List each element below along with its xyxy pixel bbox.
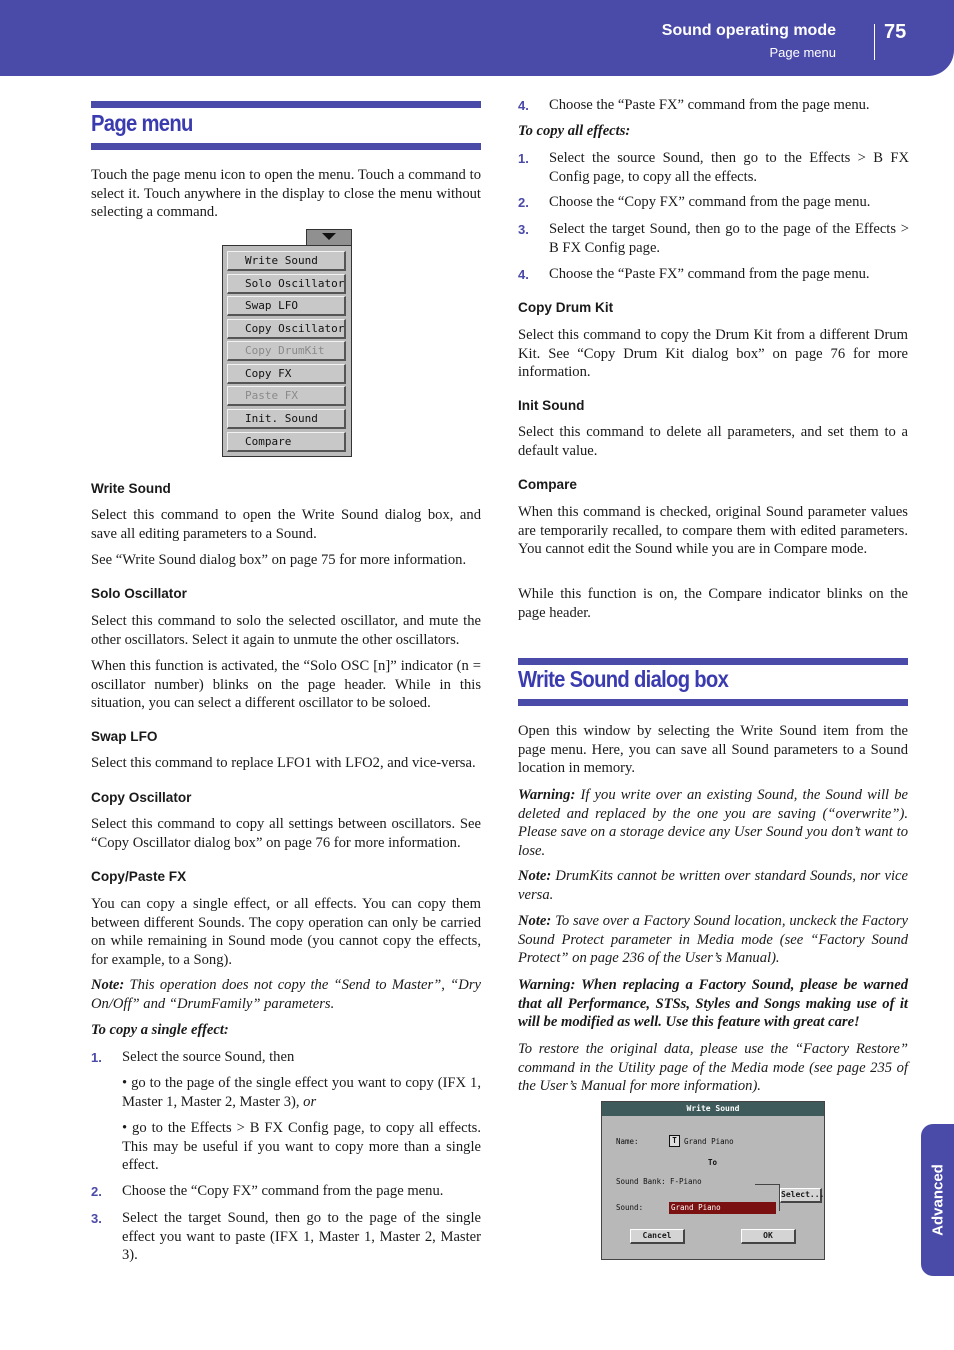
dialog-to-label: To [708,1158,718,1167]
write-sound-ref: See “Write Sound dialog box” on page 75 for more information. [91,552,467,568]
menu-item-solo-oscillator[interactable]: Solo Oscillator [227,274,346,294]
heading-compare: Compare [518,477,577,492]
note-2-text: To save over a Factory Sound location, unckeck the Factory Sound Protect parameter in Media mode (see “Factory Sound Protect” on page 236 of the User’s Manual). [518,913,908,967]
warning-1 [518,786,908,860]
page-header [0,0,954,76]
step-number: 2. [518,195,529,210]
note-1-label: Note: [518,868,552,884]
section-rule-bottom [91,143,481,150]
solo-osc-text: Select this command to solo the selected oscillator, and mute the other oscillators. Select it again to unmute the other oscillators. [91,613,481,648]
copy-drum-text: Select this command to copy the Drum Kit from a different Drum Kit. See “Copy Drum Kit dialog box” on page 76 for more information. [518,327,908,381]
note-1 [518,867,908,904]
cancel-button[interactable]: Cancel [630,1229,685,1244]
section-rule-top [91,101,481,108]
heading-copy-paste-fx: Copy/Paste FX [91,869,187,884]
bullet-a-text: • go to the page of the single effect you want to copy (IFX 1, Master 1, Master 2, Master 3), [122,1075,481,1110]
menu-item-copy-oscillator[interactable]: Copy Oscillator [227,319,346,339]
dialog-bank-value: F-Piano [670,1177,702,1186]
single-step-4: Choose the “Paste FX” command from the page menu. [549,97,870,113]
step-number: 1. [518,151,529,166]
single-step-1-bullet-b: • go to the Effects > B FX Config page, to copy all effects. This may be useful if you want to copy more than a single effect. [122,1120,481,1174]
note-1-text: DrumKits cannot be written over standard Sounds, nor vice versa. [518,868,908,903]
step-number: 4. [518,267,529,282]
header-subtitle: Page menu [769,45,836,60]
dialog-sound-field[interactable]: Grand Piano [669,1202,776,1214]
heading-write-sound: Write Sound [91,481,171,496]
intro-text: Touch the page menu icon to open the menu. Touch a command to select it. Touch anywhere in the display to close the menu without selecting a command. [91,167,481,221]
warning-2-label: Warning: [518,977,576,993]
all-effects-label [518,122,908,141]
warning-1-text: If you write over an existing Sound, the Sound will be deleted and replaced by the one you are saving (“overwrite”). Please save on a storage device any User Sound you don’t want to lose. [518,787,908,859]
all-step-4: Choose the “Paste FX” command from the page menu. [549,266,870,282]
restore-text: To restore the original data, please use the “Factory Restore” command in the Utility page of the Media mode (see page 235 of the User’s Manual for more information). [518,1041,908,1095]
heading-copy-oscillator: Copy Oscillator [91,790,192,805]
menu-item-init-sound[interactable]: Init. Sound [227,409,346,429]
heading-init-sound: Init Sound [518,398,585,413]
init-sound-text: Select this command to delete all parameters, and set them to a default value. [518,424,908,459]
step-number: 1. [91,1050,102,1065]
note-2 [518,912,908,968]
bullet-a-or: or [303,1093,317,1110]
all-step-1: Select the source Sound, then go to the Effects > B FX Config page, to copy all the effects. [549,150,909,185]
swap-lfo-text: Select this command to replace LFO1 with LFO2, and vice-versa. [91,755,476,771]
single-effect-label-text: To copy a single effect: [91,1022,229,1038]
dialog-title: Write Sound [602,1102,824,1116]
note-label: Note: [91,977,125,993]
menu-item-copy-fx[interactable]: Copy FX [227,364,346,384]
compare-text: When this command is checked, original Sound parameter values are temporarily recalled, to compare them with edited parameters. You cannot edit the Sound while you are in Compare mode. [518,504,908,558]
menu-item-paste-fx[interactable]: Paste FX [227,386,346,406]
section-title-write-sound-dialog: Write Sound dialog box [518,666,729,692]
step-number: 4. [518,98,529,113]
bracket-line [755,1184,780,1211]
page-menu-screenshot [222,245,352,457]
single-step-1: Select the source Sound, then [122,1049,295,1065]
note-text: This operation does not copy the “Send to Master”, “Dry On/Off” and “DrumFamily” parameters. [91,977,481,1012]
page-menu-icon[interactable] [306,229,352,245]
section-rule-top [518,658,908,665]
step-number: 2. [91,1184,102,1199]
warning-2 [518,976,908,1032]
heading-swap-lfo: Swap LFO [91,729,158,744]
compare-text-2: While this function is on, the Compare indicator blinks on the page header. [518,586,908,621]
menu-item-compare[interactable]: Compare [227,432,346,452]
write-sound-dialog-screenshot [601,1101,825,1260]
warning-2-text: When replacing a Factory Sound, please be warned that all Performance, STSs, Styles and Songs making use of it will be modified as well. Use this feature with great care! [518,977,908,1031]
section-title-page-menu: Page menu [91,110,193,136]
step-number: 3. [518,222,529,237]
page-number: 75 [884,21,907,43]
menu-item-copy-drumkit[interactable]: Copy DrumKit [227,341,346,361]
note-2-label: Note: [518,913,552,929]
dialog-intro: Open this window by selecting the Write Sound item from the page menu. Here, you can save all Sound parameters to a Sound location in memory. [518,723,908,777]
single-step-1-bullet-a [122,1074,481,1111]
text-edit-icon[interactable]: T [669,1135,680,1147]
ok-button[interactable]: OK [741,1229,796,1244]
all-step-2: Choose the “Copy FX” command from the page menu. [549,194,871,210]
header-divider [874,24,875,60]
warning-1-label: Warning: [518,787,576,803]
single-step-3: Select the target Sound, then go to the page of the single effect you want to paste (IFX 1, Master 1, Master 2, Master 3). [122,1210,481,1264]
all-effects-label-text: To copy all effects: [518,123,631,139]
section-rule-bottom [518,699,908,706]
single-effect-label [91,1021,481,1040]
all-step-3: Select the target Sound, then go to the page of the Effects > B FX Config page. [549,221,909,256]
menu-item-swap-lfo[interactable]: Swap LFO [227,296,346,316]
heading-solo-oscillator: Solo Oscillator [91,586,187,601]
dialog-name-value: Grand Piano [684,1137,734,1146]
menu-item-write-sound[interactable]: Write Sound [227,251,346,271]
solo-osc-text-2: When this function is activated, the “Solo OSC [n]” indicator (n = oscillator number) blinks on the page header. While in this situation, you can select a different oscillator to be soloed. [91,658,481,712]
heading-copy-drum-kit: Copy Drum Kit [518,300,614,315]
copy-paste-note [91,976,481,1013]
copy-osc-text: Select this command to copy all settings between oscillators. See “Copy Oscillator dialog box” on page 76 for more information. [91,816,481,851]
side-tab-label: Advanced [929,1164,946,1236]
header-title: Sound operating mode [661,22,836,39]
dialog-bank-label: Sound Bank: [616,1177,666,1186]
single-step-2: Choose the “Copy FX” command from the page menu. [122,1183,444,1199]
side-tab[interactable] [921,1124,954,1276]
dialog-sound-label: Sound: [616,1203,644,1212]
step-number: 3. [91,1211,102,1226]
dialog-name-label: Name: [616,1137,639,1146]
copy-paste-text: You can copy a single effect, or all effects. You can copy them between different Sounds. The copy operation can only be carried on while remaining in Sound mode (you cannot copy the effects, for example, to a Song). [91,896,481,968]
write-sound-text: Select this command to open the Write Sound dialog box, and save all editing parameters to a Sound. [91,507,481,542]
select-button[interactable]: Select... [780,1188,822,1203]
